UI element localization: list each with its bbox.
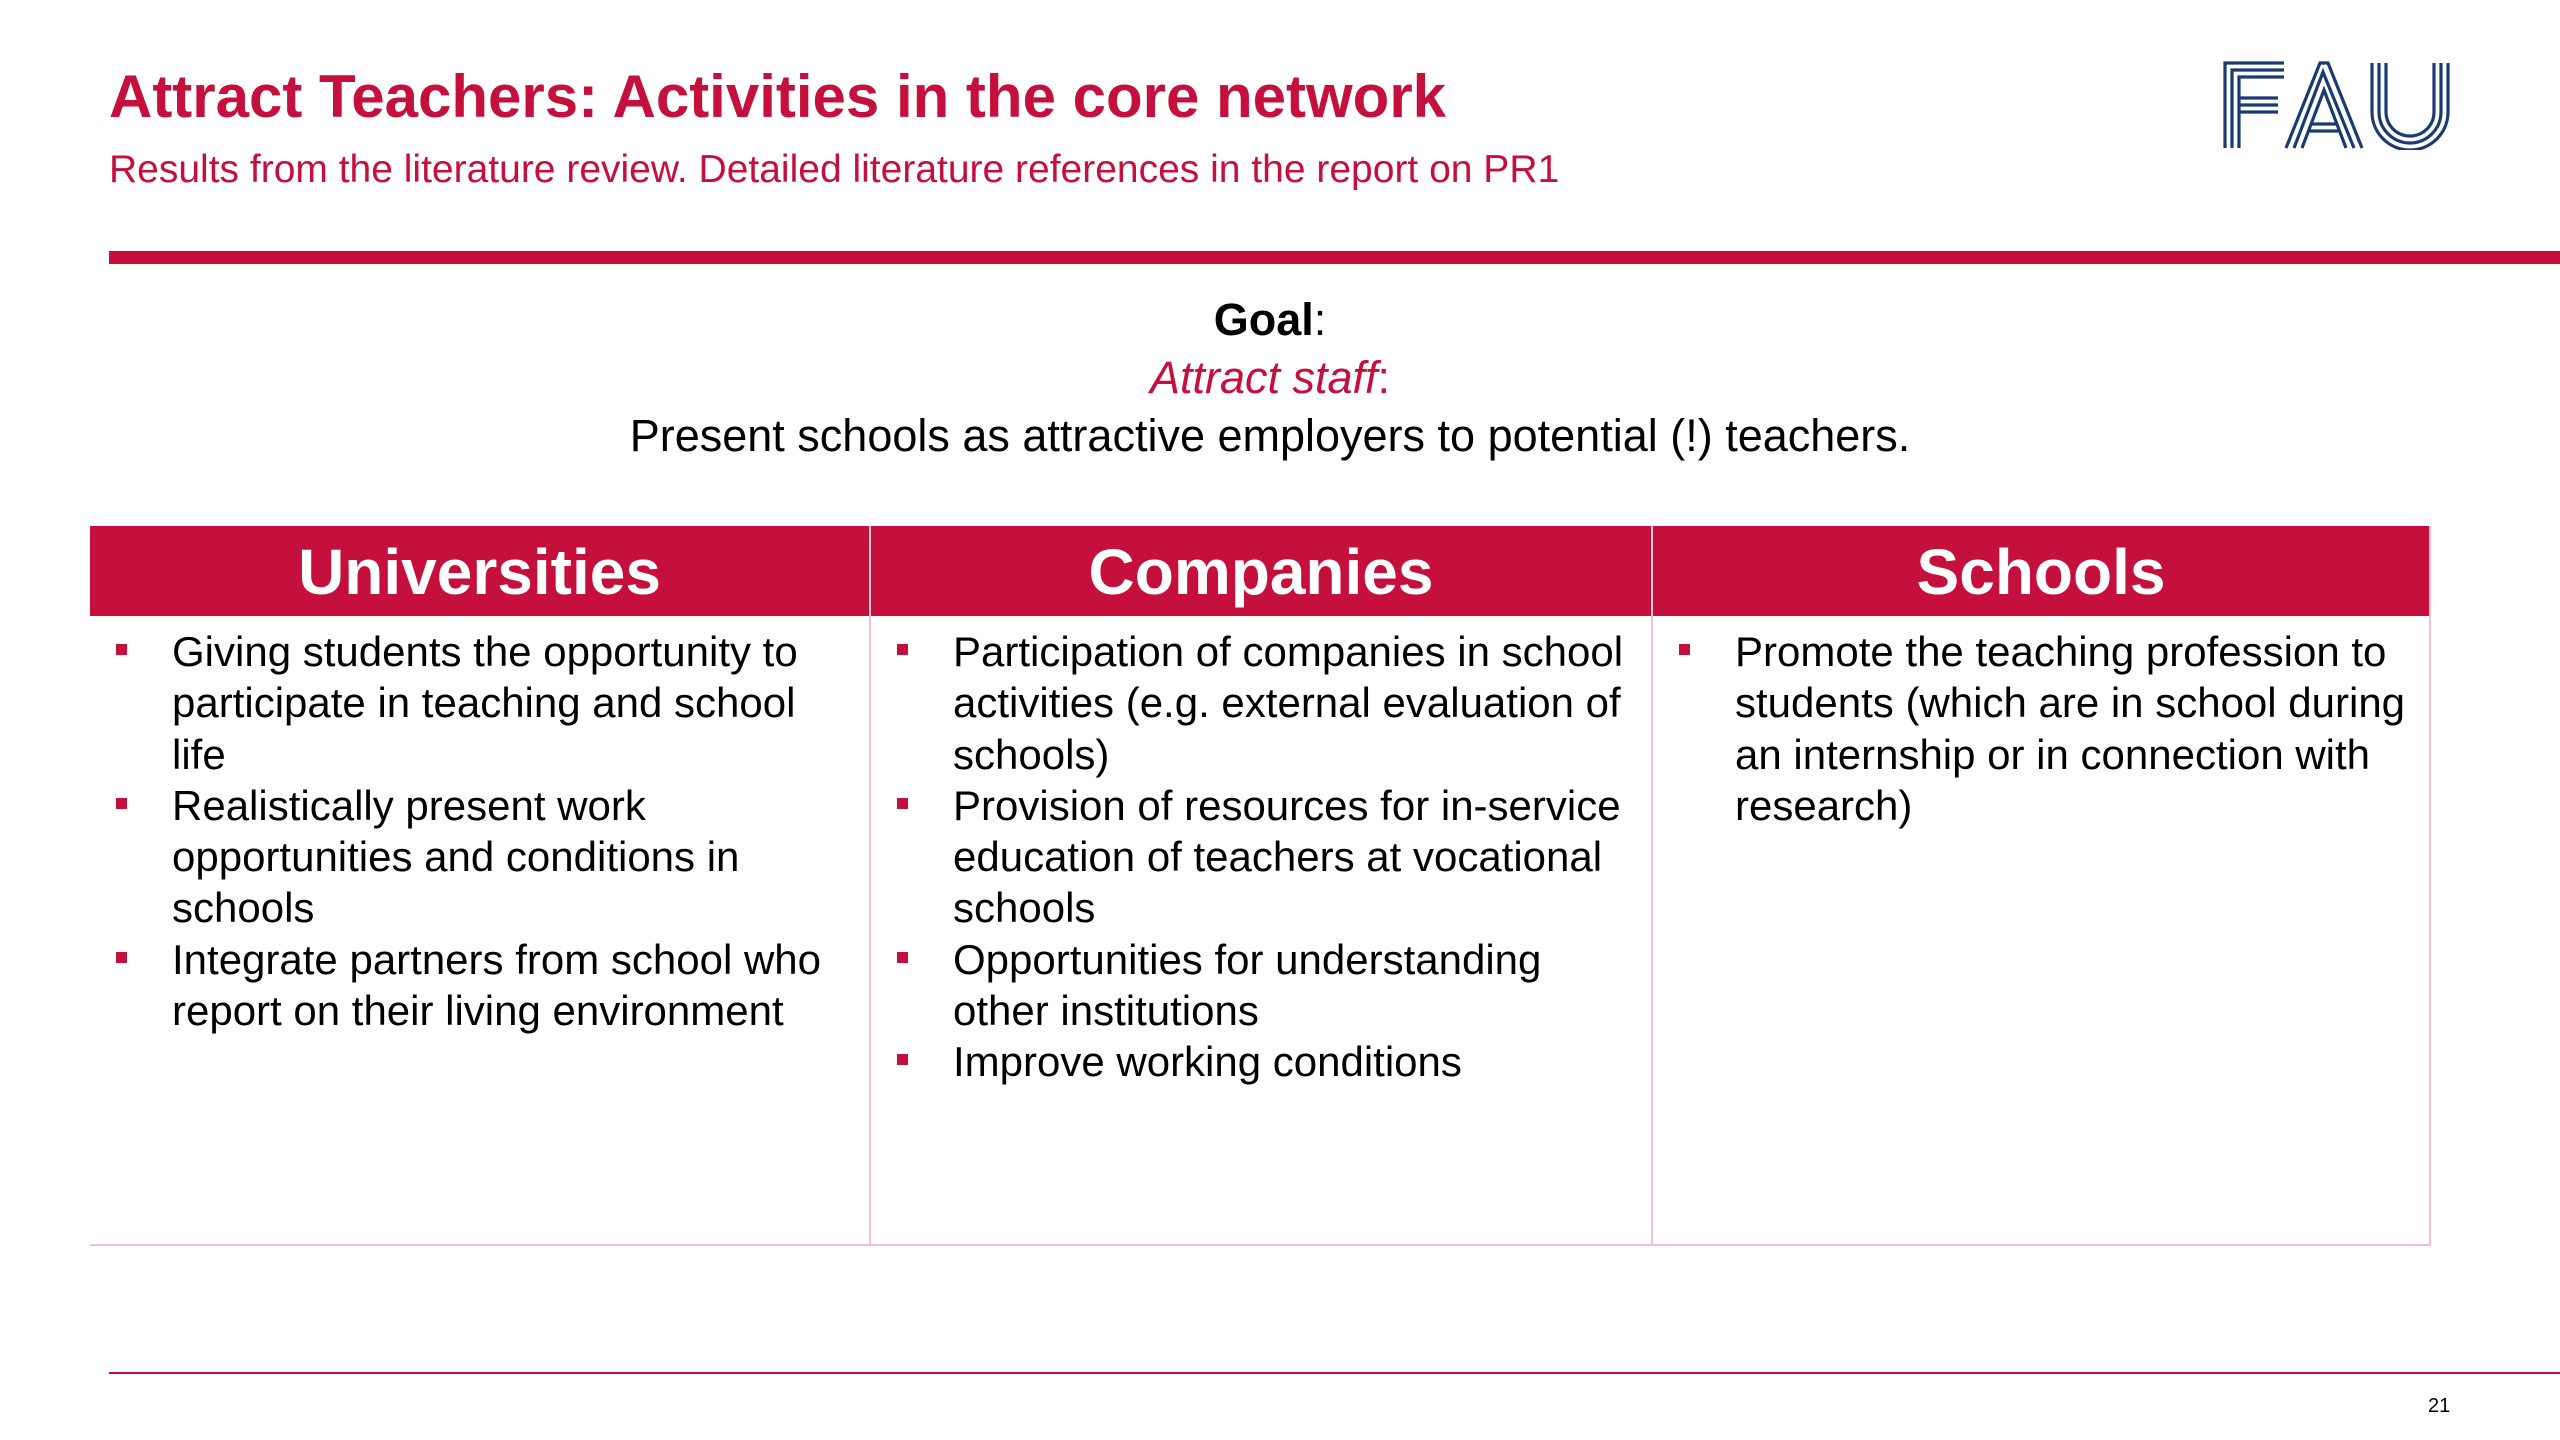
column-universities: [90, 526, 869, 1244]
item-text: Giving students the opportunity to participate in teaching and school life: [172, 628, 798, 778]
goal-sub-colon: :: [1377, 352, 1391, 403]
item-text: Promote the teaching profession to students (which are in school during an internship or in connection with research): [1735, 628, 2406, 829]
list-item: [90, 934, 849, 1037]
column-companies: [869, 526, 1651, 1244]
slide-title: Attract Teachers: Activities in the core network: [109, 63, 1447, 130]
bullet-list: [90, 616, 869, 1036]
footer-divider: [109, 1372, 2560, 1374]
bullet-icon: [897, 1054, 908, 1065]
goal-text: Present schools as attractive employers to potential (!) teachers.: [629, 410, 1911, 461]
goal-sub-label: Attract staff: [1149, 352, 1378, 403]
fau-logo: [2222, 60, 2454, 150]
goal-heading: [0, 294, 2540, 346]
bullet-icon: [897, 952, 908, 963]
column-heading: Schools: [1653, 526, 2429, 616]
list-item: [1653, 626, 2409, 831]
bullet-list: [1653, 616, 2429, 831]
bullet-icon: [1679, 644, 1690, 655]
header-divider: [109, 251, 2560, 264]
page-number: 21: [2428, 1395, 2451, 1417]
bullet-icon: [897, 644, 908, 655]
list-item: [871, 934, 1631, 1037]
goal-subheading: [0, 352, 2540, 404]
goal-label-colon: :: [1313, 294, 1327, 345]
bullet-list: [871, 616, 1651, 1088]
slide-subtitle: Results from the literature review. Detailed literature references in the report on PR1: [109, 148, 1560, 191]
item-text: Integrate partners from school who report on their living environment: [172, 935, 821, 1035]
list-item: [871, 780, 1631, 934]
item-text: Opportunities for understanding other institutions: [953, 935, 1542, 1035]
column-heading: Universities: [90, 526, 869, 616]
item-text: Improve working conditions: [953, 1038, 1462, 1086]
goal-label: Goal: [1213, 294, 1314, 345]
list-item: [90, 780, 849, 934]
bullet-icon: [116, 952, 127, 963]
list-item: [871, 1036, 1631, 1087]
column-schools: [1651, 526, 2429, 1244]
list-item: [871, 626, 1631, 780]
bullet-icon: [116, 798, 127, 809]
bullet-icon: [897, 798, 908, 809]
list-item: [90, 626, 849, 780]
item-text: Provision of resources for in-service education of teachers at vocational schools: [953, 781, 1621, 932]
bullet-icon: [116, 644, 127, 655]
item-text: Participation of companies in school activities (e.g. external evaluation of schools): [953, 628, 1624, 778]
activities-table: [90, 526, 2431, 1246]
item-text: Realistically present work opportunities and conditions in schools: [172, 781, 740, 932]
column-heading: Companies: [871, 526, 1651, 616]
